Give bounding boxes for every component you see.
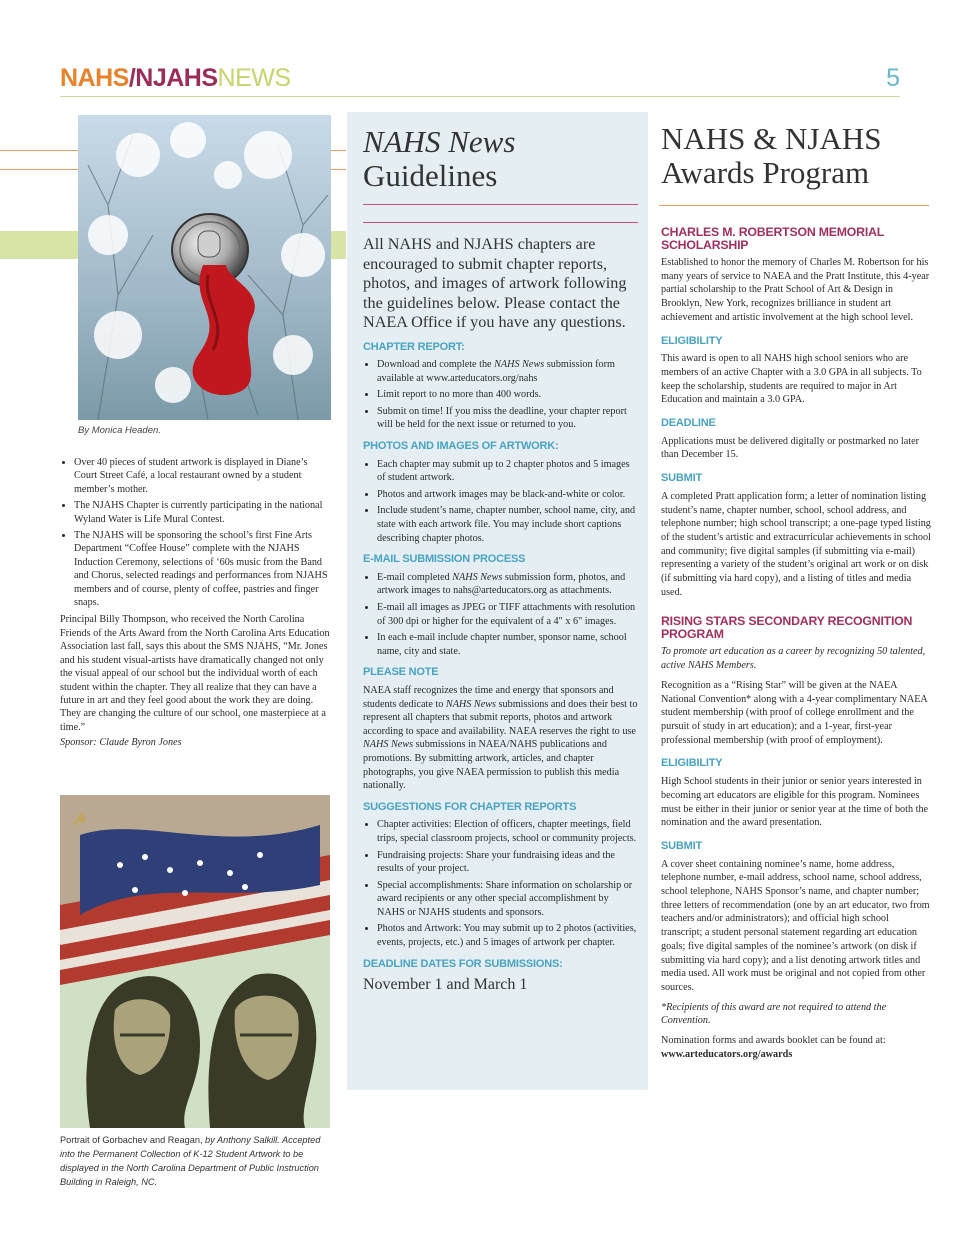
chapter-report-column [60,456,330,750]
section-heading: E-MAIL SUBMISSION PROCESS [363,553,526,566]
section-heading: DEADLINE DATES FOR SUBMISSIONS: [363,957,563,970]
photos-list [363,458,638,546]
guidelines-intro: All NAHS and NJAHS chapters are encouraged to submit chapter reports, photos, and images of artwork following the guidelines below. Please contact the NAEA Office if you have any questions. [363,235,627,331]
award-heading: CHARLES M. ROBERTSON MEMORIAL SCHOLARSHIP [661,225,884,252]
section-heading: SUBMIT [661,472,702,485]
photo-caption: By Monica Headen. [78,425,161,436]
caption-artist: by Anthony Salkill. [205,1135,280,1145]
title-rule [363,204,638,205]
decorative-line [331,150,346,151]
deadline-text: Applications must be delivered digitally or postmarked no later than December 15. [661,435,920,461]
deadline-dates: November 1 and March 1 [363,976,528,994]
list-item: • Download and complete the NAHS News submission form available at www.arteducators.org/nahs [377,358,638,385]
section-heading: ELIGIBILITY [661,334,723,347]
guidelines-title-line2: Guidelines [363,158,498,193]
list-item: • Chapter activities: Election of officers, chapter meetings, field trips, special classroom projects, school or community projects. [377,818,638,845]
list-item: • Photos and artwork images may be black-and-white or color. [377,488,638,502]
section-heading: SUBMIT [661,839,702,852]
section-heading: CHAPTER REPORT: [363,340,465,353]
logo-njahs: NJAHS [135,64,218,92]
logo-news: NEWS [217,64,291,92]
section-heading: PHOTOS AND IMAGES OF ARTWORK: [363,440,559,453]
email-list [363,571,638,659]
decorative-line [0,150,78,151]
awards-title [661,122,931,190]
list-item: • Special accomplishments: Share information on scholarship or award recipients or any other special accomplishment by NAHS or NJAHS students and sponsors. [377,879,638,920]
footnote: *Recipients of this award are not required to attend the Convention. [661,1001,887,1027]
awards-title-line2: Awards Program [661,155,870,190]
caption-title: Portrait of Gorbachev and Reagan, [60,1135,206,1145]
artwork-photo-soda-can [78,115,331,420]
list-item: • Limit report to no more than 400 words. [377,388,638,402]
award-description: Recognition as a “Rising Star” will be given at the NAEA National Convention* along with a 4-year complimentary NAEA student membership (with proof of college enrollment and the pursuit of study in art education); and a 1-year, first-year professional membership (with proof of employment). [661,679,928,746]
awards-link[interactable]: www.arteducators.org/awards [661,1048,793,1060]
list-item: • Include student’s name, chapter number, school name, city, and state with each artwork file. You may include short captions describing chapter photos. [377,504,638,545]
decorative-line [0,169,78,170]
award-description: Established to honor the memory of Charles M. Robertson for his many years of service to NAEA and the Pratt Institute, this 4-year partial scholarship to the Pratt School of Art & Design in Brooklyn, New York, recognizes brilliance in student art achievement and artistic involvement at the high school level. [661,257,930,323]
title-rule [659,205,929,206]
header-rule [60,96,900,97]
section-heading: PLEASE NOTE [363,666,439,679]
caption-details: Accepted into the Permanent Collection of K-12 Student Artwork to be displayed in the North Carolina Department of Public Instruction Building in Raleigh, NC. [60,1135,321,1187]
guidelines-title [363,125,638,193]
guidelines-column [363,125,638,995]
eligibility-text: This award is open to all NAHS high school seniors who are members of an active Chapter with a 3.0 GPA in all subjects. To keep the scholarship, students are required to major in Art Education and maintain a 3.0 GPA. [661,353,922,406]
award-heading: RISING STARS SECONDARY RECOGNITION PROGRAM [661,614,913,642]
section-heading: DEADLINE [661,417,716,430]
eligibility-text: High School students in their junior or senior years interested in becoming art educators are eligible for this program. Nominees must be either in their junior or senior year at the time of both the nomination and the award presentation. [661,776,929,829]
awards-column [661,122,931,1061]
chapter-report-list [363,358,638,432]
masthead-logo [60,64,291,93]
principal-quote: Principal Billy Thompson, who received the North Carolina Friends of the Arts Award from the North Carolina Arts Education Association last fall, says this about the SMS NJAHS, “Mr. Jones and his student visual-artists have dramatically changed not only the visual appeal of our school but the individual worth of each student within the chapter. They all realize that they can have a future in art and they feel good about the work they are doing. They are changing the culture of our school, one masterpiece at a time.” [60,614,330,733]
logo-separator: / [128,64,136,92]
list-item: • The NJAHS Chapter is currently participating in the national Wyland Water is Life Mural Contest. [74,499,330,526]
decorative-line [331,169,346,170]
list-item: • E-mail completed NAHS News submission form, photos, and artwork images to nahs@arteducators.org as attachments. [377,571,638,598]
list-item: • Photos and Artwork: You may submit up to 2 photos (activities, events, projects, etc.) and 5 images of artwork per chapter. [377,922,638,949]
list-item: • In each e-mail include chapter number, sponsor name, school name, city and state. [377,631,638,658]
nomination-text: Nomination forms and awards booklet can be found at: [661,1035,886,1047]
list-item: • Submit on time! If you miss the deadline, your chapter report will be held for the next issue or returned to you. [377,405,638,432]
list-item: • Fundraising projects: Share your fundraising ideas and the results of your project. [377,849,638,876]
award-tagline: To promote art education as a career by recognizing 50 talented, active NAHS Members. [661,646,926,672]
submit-text: A completed Pratt application form; a letter of nomination listing student’s name, chapter number, school, school address, and telephone number; high school transcript; a one-page typed listing of the student’s artistic and extracurricular achievements in school and community; five digital samples (if submitting via e-mail) representing a variety of the student’s original art work or on disk (if submitting via hard copy), and a listing of titles and media used. [661,490,931,598]
sponsor-credit: Sponsor: Claude Byron Jones [60,737,182,749]
section-heading: SUGGESTIONS FOR CHAPTER REPORTS [363,800,577,813]
guidelines-title-line1: NAHS News [363,124,516,159]
awards-title-line1: NAHS & NJAHS [661,121,882,156]
title-rule [363,222,638,223]
list-item: • E-mail all images as JPEG or TIFF attachments with resolution of 300 dpi or higher for the equivalent of a 4" x 6" images. [377,601,638,628]
section-heading: ELIGIBILITY [661,757,723,770]
please-note-text: NAEA staff recognizes the time and energy that sponsors and students dedicate to NAHS News submissions and does their best to represent all chapters that submit reports, photos and artwork according to space and availability. NAEA reserves the right to use NAHS News submissions in NAEA/NAHS publications and promotions. By submitting artwork, articles, and chapter photographs, you give NAEA permission to publish this media nationally. [363,684,638,792]
suggestions-list [363,818,638,949]
svg-text:☭: ☭ [72,810,87,829]
page-number: 5 [886,64,900,92]
chapter-activities-list [60,456,330,609]
submit-text: A cover sheet containing nominee’s name, home address, telephone number, e-mail address, school name, school address, school telephone, NAHS Sponsor’s name, and chapter number; three letters of recommendation (one by an art educator, two from teachers and/or administrators); and official high school transcript; a student personal statement regarding art education goals; five digital samples of the nominee’s artwork (on disk if submitting via hard copy); and a list denoting artwork titles and media used. All work must be original and not copied from other sources. [661,858,930,993]
logo-nahs: NAHS [60,64,129,92]
list-item: • Each chapter may submit up to 2 chapter photos and 5 images of student artwork. [377,458,638,485]
artwork-portrait-gorbachev-reagan [60,795,330,1128]
portrait-caption [60,1133,330,1189]
list-item: • The NJAHS will be sponsoring the school’s first Fine Arts Department “Coffee House” complete with the NJAHS Induction Ceremony, selections of ‘60s music from the Band and Chorus, selected readings and performances from NJAHS members and of course, plenty of coffee, pastries and finger snaps. [74,529,330,609]
list-item: • Over 40 pieces of student artwork is displayed in Diane’s Court Street Café, a local restaurant owned by a student member’s mother. [74,456,330,496]
